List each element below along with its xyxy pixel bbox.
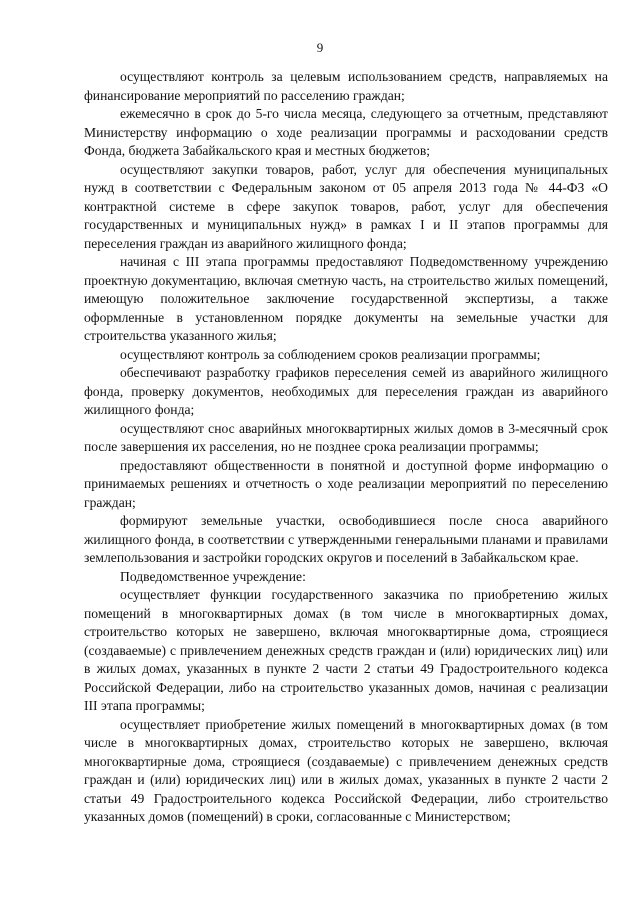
paragraph-deadline-control: осуществляют контроль за соблюдением сроков реализации программы; [120,346,541,362]
paragraph-acquisition: осуществляет приобретение жилых помещений в многоквартирных домах (в том числе в многоквартирных домах, строительство которых не завершено, включая многоквартирные дома, строящиеся (создаваемые) с привлечением денежных средств граждан и (или) юридических лиц) или в жилых домах, указанных в пункте 2 части 2 статьи 49 Градостроительного кодекса Российской Федерации, либо строительство указанных домов (помещений) в сроки, согласованные с Министерством; [84,716,608,824]
paragraph-procurement: осуществляют закупки товаров, работ, услуг для обеспечения муниципальных нужд в соответствии с Федеральным законом от 05 апреля 2013 года № 44-ФЗ «О контрактной системе в сфере закупок товаров, работ, услуг для обеспечения государственных и муниципальных нужд» в рамках I и II этапов программы для переселения граждан из аварийного жилищного фонда; [84,161,608,251]
paragraph-subordinate-heading: Подведомственное учреждение: [120,568,306,584]
page-number: 9 [316,40,324,55]
body-text [84,68,608,827]
paragraph-control-funds: осуществляют контроль за целевым использованием средств, направляемых на финансирование мероприятий по расселению граждан; [84,69,608,103]
paragraph-customer-functions: осуществляет функции государственного заказчика по приобретению жилых помещений в многоквартирных домах (в том числе в многоквартирных домах, строительство которых не завершено, включая многоквартирные дома, строящиеся (создаваемые) с привлечением денежных средств граждан и (или) юридических лиц) или в жилых домах, указанных в пункте 2 части 2 статьи 49 Градостроительного кодекса Российской Федерации, либо на строительство указанных домов, начиная с реализации III этапа программы; [84,587,608,713]
paragraph-demolition: осуществляют снос аварийных многоквартирных жилых домов в 3-месячный срок после завершения их расселения, но не позднее срока реализации программы; [84,420,608,454]
paragraph-monthly-report: ежемесячно в срок до 5-го числа месяца, следующего за отчетным, представляют Министерству информацию о ходе реализации программы и расходовании средств Фонда, бюджета Забайкальского края и местных бюджетов; [84,106,608,158]
paragraph-public-info: предоставляют общественности в понятной и доступной форме информацию о принимаемых решениях и отчетность о ходе реализации мероприятий по переселению граждан; [84,457,608,510]
paragraph-resettlement-schedules: обеспечивают разработку графиков переселения семей из аварийного жилищного фонда, проверку документов, необходимых для переселения граждан из аварийного жилищного фонда; [84,365,608,417]
paragraph-project-docs: начиная с III этапа программы предоставляют Подведомственному учреждению проектную документацию, включая сметную часть, на строительство жилых помещений, имеющую положительное заключение государственной экспертизы, а также оформленные в установленном порядке документы на земельные участки для строительства указанного жилья; [84,254,608,343]
paragraph-land-plots: формируют земельные участки, освободившиеся после сноса аварийного жилищного фонда, в соответствии с утвержденными генеральными планами и правилами землепользования и застройки городских округов и поселений в Забайкальском крае. [84,513,608,565]
